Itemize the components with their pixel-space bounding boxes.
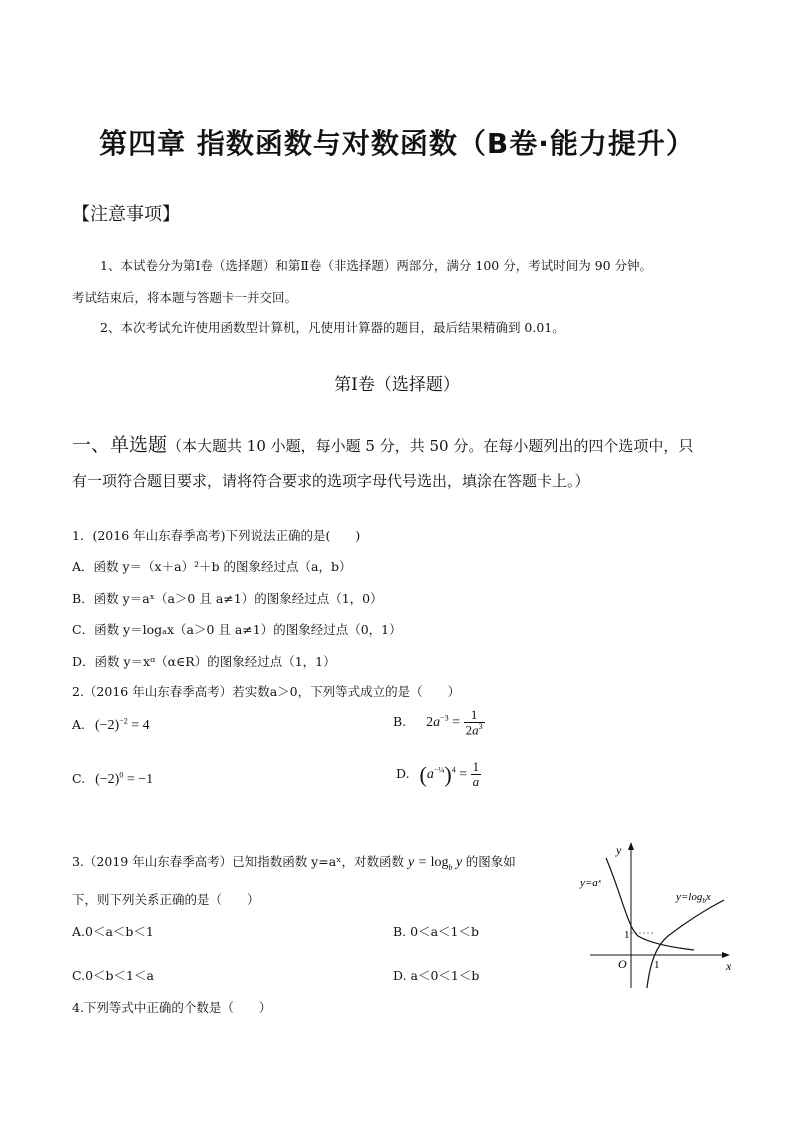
log-curve-label — [675, 891, 711, 905]
q3-function-graph — [576, 838, 736, 990]
q2-option-d-label: D. — [396, 766, 410, 782]
y-tick-1-label: 1 — [624, 929, 630, 941]
origin-label: O — [618, 957, 627, 971]
q2-option-c-label: C. — [72, 770, 86, 786]
section-heading — [72, 430, 693, 457]
q2-option-b — [393, 708, 485, 738]
notice-line-1-cont: 考试结束后，将本题与答题卡一并交回。 — [72, 290, 298, 305]
q2-option-d-formula: $(a^{-\frac{1}{4}})^4$ = $\frac{1}{a}$ — [419, 759, 480, 790]
q2-option-a-formula: $(-2)^{-2} = 4$ — [95, 716, 150, 733]
x-tick-1-label: 1 — [654, 959, 660, 971]
log-label-base: b — [702, 897, 706, 905]
notice-line-1: 1、本试卷分为第Ⅰ卷（选择题）和第Ⅱ卷（非选择题）两部分，满分 100 分，考试时间为 90 分钟。 — [100, 258, 653, 273]
q3-stem-line-2: 下，则下列关系正确的是（ ） — [72, 892, 260, 907]
q2-option-c-formula: $(-2)^0 = -1$ — [95, 770, 154, 787]
notice-line-2: 2、本次考试允许使用函数型计算机，凡使用计算器的题目，最后结果精确到 0.01。 — [100, 320, 565, 335]
q3-stem-part-1: 3.（2019 年山东春季高考）已知指数函数 y=aˣ，对数函数 — [72, 854, 404, 869]
q2-option-a — [72, 716, 150, 734]
exponential-curve — [606, 858, 694, 950]
exp-curve-label: y=aˣ — [580, 877, 601, 889]
page-title: 第四章 指数函数与对数函数（B卷·能力提升） — [99, 127, 695, 160]
part-title: 第Ⅰ卷（选择题） — [334, 375, 460, 395]
q1-stem: 1．(2016 年山东春季高考)下列说法正确的是( ) — [72, 528, 361, 543]
q2-option-d — [396, 760, 481, 790]
y-axis-arrow-icon — [628, 842, 634, 850]
q2-option-b-formula: $2a^{-3}$ = $\frac{1}{2a^3}$ — [426, 707, 483, 738]
q1-option-d: D．函数 y＝xᵅ（α∈R）的图象经过点（1，1） — [72, 654, 336, 669]
q2-stem: 2.（2016 年山东春季高考）若实数a＞0，下列等式成立的是（ ） — [72, 684, 461, 699]
log-label-main: y=log — [676, 891, 703, 903]
q3-option-d: D. a＜0＜1＜b — [393, 968, 480, 983]
q3-stem-line-1 — [72, 852, 516, 872]
section-desc-2: 有一项符合题目要求，请将符合要求的选项字母代号选出，填涂在答题卡上。） — [72, 472, 590, 490]
x-axis-arrow-icon — [722, 952, 730, 958]
section-label: 一、单选题 — [72, 434, 168, 456]
q1-option-b: B．函数 y＝aˣ（a＞0 且 a≠1）的图象经过点（1，0） — [72, 591, 383, 606]
axis-x-label: x — [726, 959, 732, 973]
q3-stem-part-2: 的图象如 — [465, 854, 516, 869]
log-label-arg: x — [705, 891, 711, 903]
q2-option-b-label: B. — [393, 714, 407, 730]
q2-option-c — [72, 770, 153, 788]
notice-heading: 【注意事项】 — [72, 204, 180, 225]
q4-stem: 4.下列等式中正确的个数是（ ） — [72, 1000, 272, 1015]
q3-log-formula: $y = \log_b y$ — [407, 855, 466, 872]
q1-option-a: A．函数 y＝（x＋a）²＋b 的图象经过点（a，b） — [72, 559, 352, 574]
q1-option-c: C．函数 y＝logₐx（a＞0 且 a≠1）的图象经过点（0，1） — [72, 622, 402, 637]
q2-option-a-label: A. — [72, 716, 86, 732]
section-desc-1: （本大题共 10 小题，每小题 5 分，共 50 分。在每小题列出的四个选项中，只 — [167, 437, 694, 455]
q3-option-c: C.0＜b＜1＜a — [72, 968, 154, 983]
q3-option-b: B. 0＜a＜1＜b — [393, 924, 479, 939]
axis-y-label: y — [616, 843, 622, 857]
q3-option-a: A.0＜a＜b＜1 — [72, 924, 154, 939]
